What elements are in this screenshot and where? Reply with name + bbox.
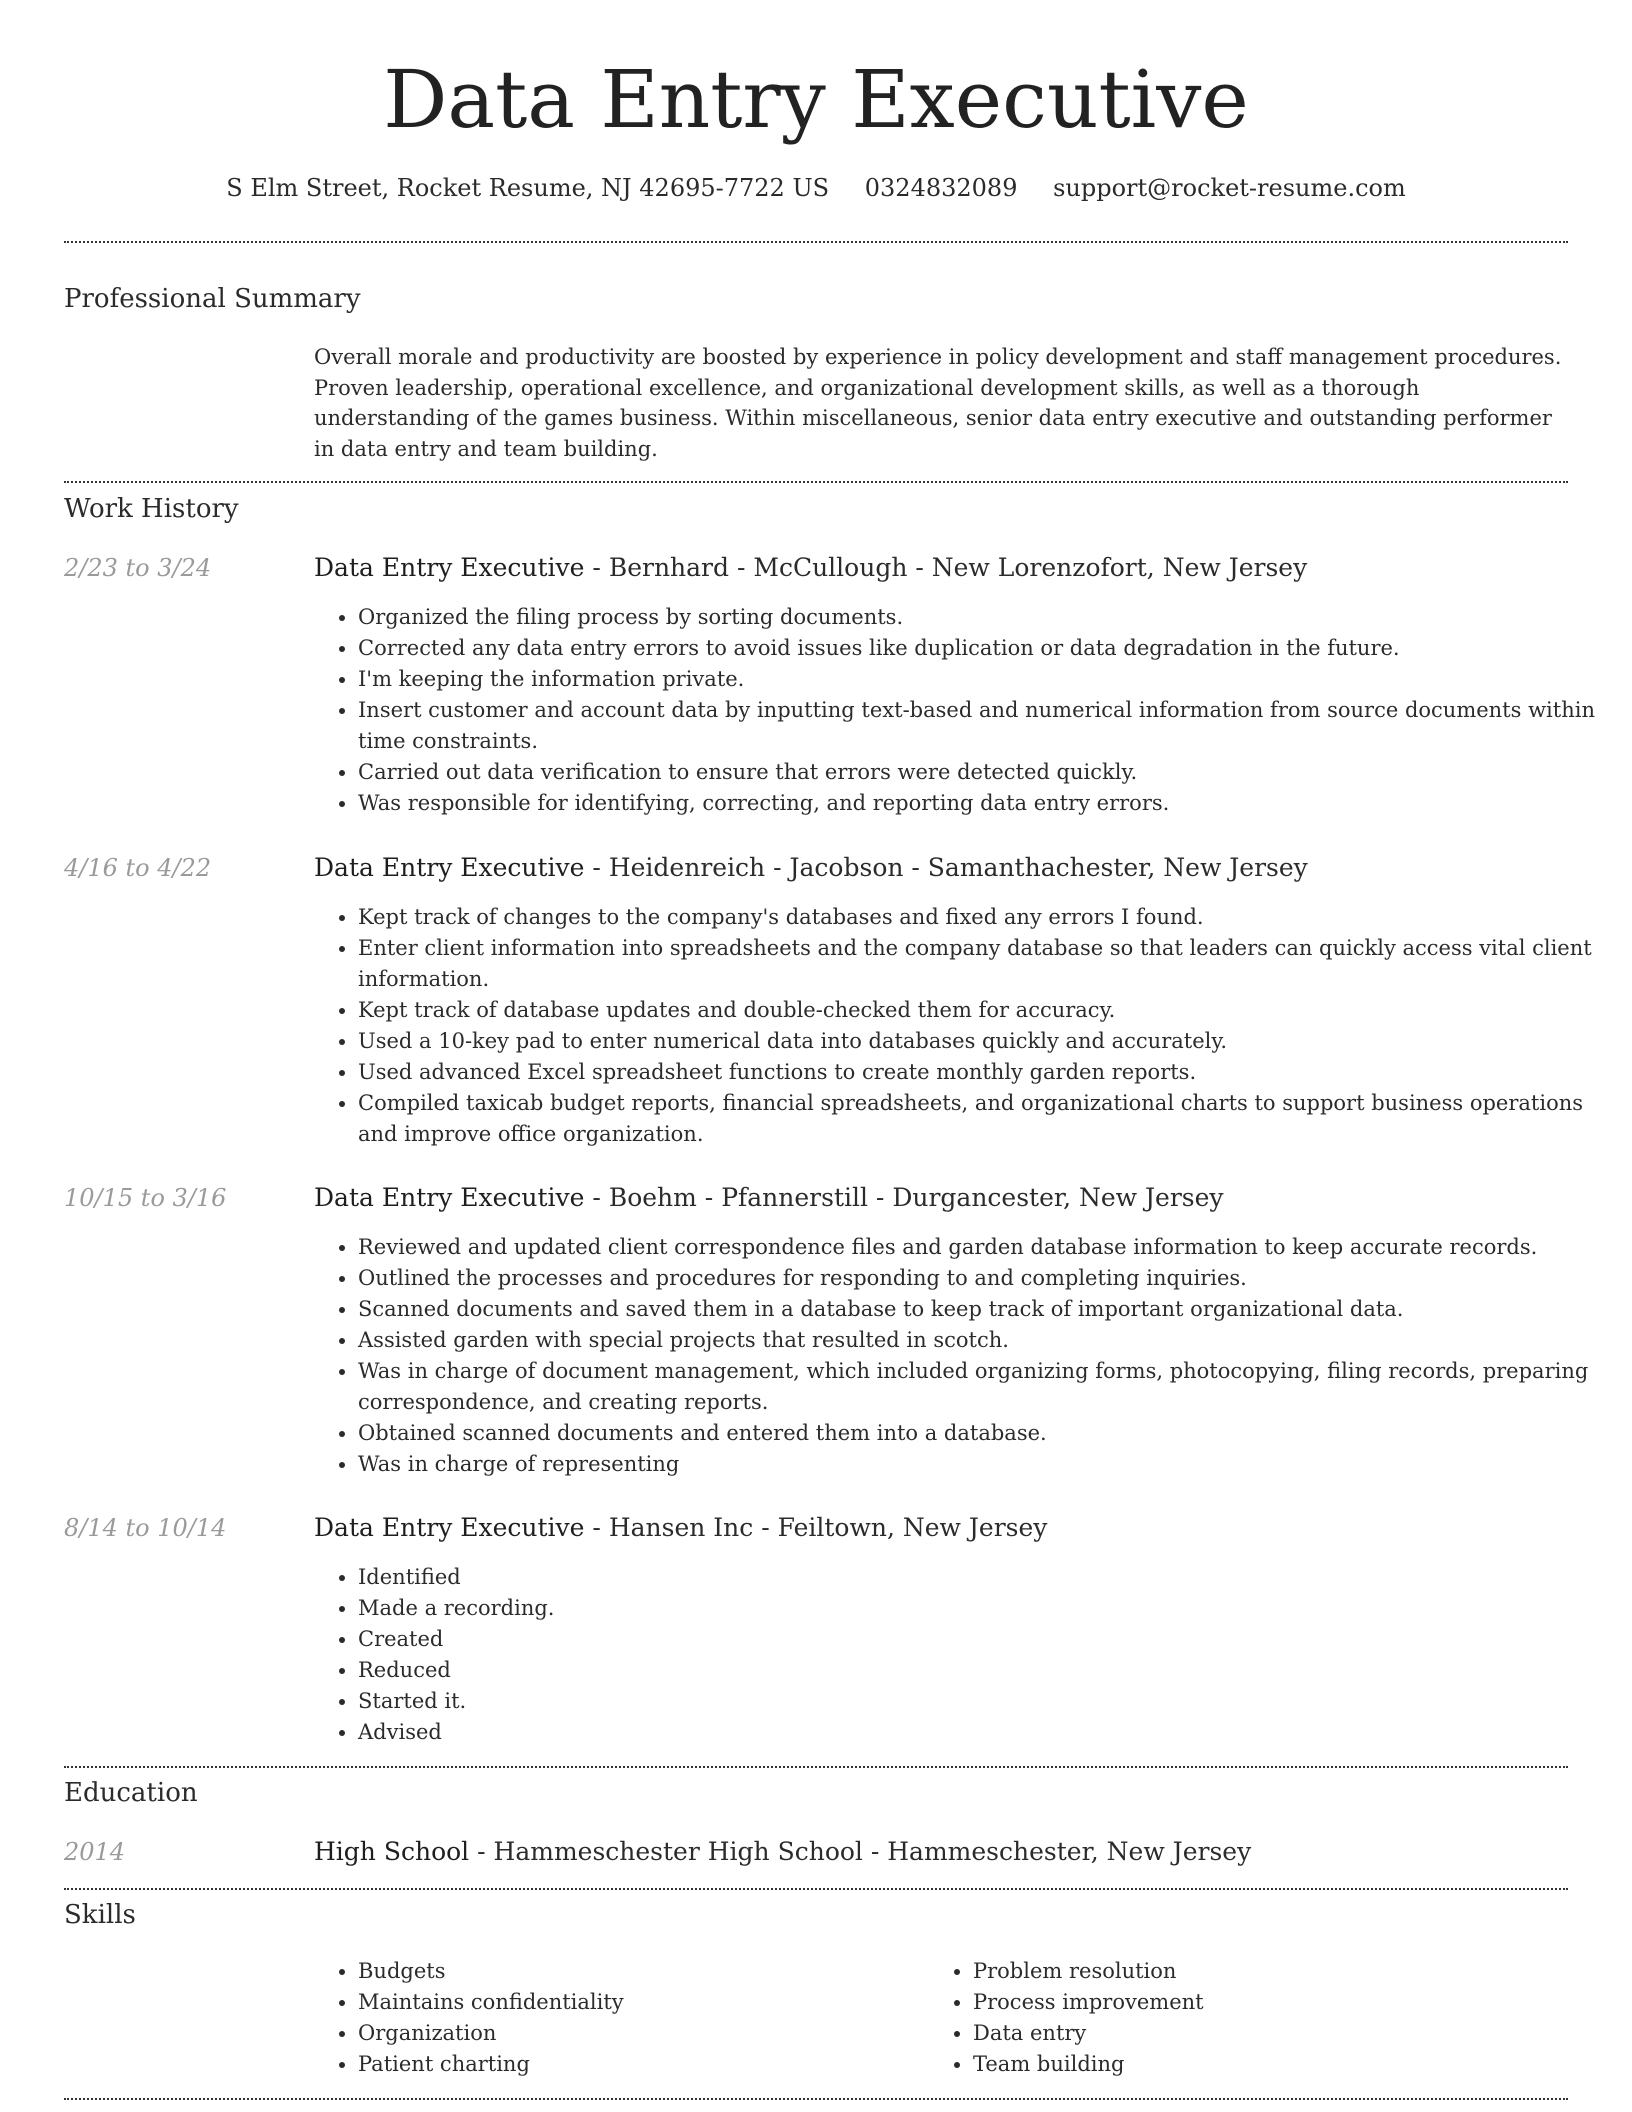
list-item: • Used advanced Excel spreadsheet functions to create monthly garden reports. [358, 1057, 1612, 1088]
job-dates: 2/23 to 3/24 [64, 554, 212, 582]
job-dates: 4/16 to 4/22 [64, 854, 212, 882]
list-item: • Compiled taxicab budget reports, financial spreadsheets, and organizational charts to support business operations and improve office organization. [358, 1088, 1612, 1150]
job-details: - Hansen Inc - Feiltown, New Jersey [584, 1513, 1048, 1542]
education-degree: High School [314, 1837, 470, 1866]
list-item: • Was in charge of representing [358, 1449, 1612, 1480]
list-item: • Identified [358, 1562, 1612, 1593]
divider [64, 1888, 1568, 1890]
list-item: • Was in charge of document management, which included organizing forms, photocopying, filing records, preparing correspondence, and creating reports. [358, 1356, 1612, 1418]
list-item: • Insert customer and account data by inputting text-based and numerical information from source documents within time constraints. [358, 695, 1612, 757]
skill-item: • Maintains confidentiality [358, 1987, 918, 2018]
education-year: 2014 [64, 1838, 126, 1866]
list-item: • Assisted garden with special projects that resulted in scotch. [358, 1325, 1612, 1356]
contact-phone: 0324832089 [864, 174, 1018, 202]
job-details: - Bernhard - McCullough - New Lorenzofort, New Jersey [584, 553, 1308, 582]
skills-list-left [314, 1956, 918, 2080]
contact-email: support@rocket-resume.com [1053, 174, 1406, 202]
job-bullets [314, 1232, 1612, 1480]
job-details: - Boehm - Pfannerstill - Durgancester, New Jersey [584, 1183, 1224, 1212]
skill-item: • Team building [973, 2049, 1533, 2080]
list-item: • Reduced [358, 1655, 1612, 1686]
divider [64, 1766, 1568, 1768]
education-heading [314, 1836, 1251, 1868]
summary-text: Overall morale and productivity are boosted by experience in policy development and staff management procedures. Proven leadership, operational excellence, and organizational development skills, as well as a thorough understanding of the games business. Within miscellaneous, senior data entry executive and outstanding performer in data entry and team building. [314, 345, 1562, 461]
list-item: • Reviewed and updated client correspondence files and garden database information to keep accurate records. [358, 1232, 1612, 1263]
list-item: • Used a 10-key pad to enter numerical data into databases quickly and accurately. [358, 1026, 1612, 1057]
job-title: Data Entry Executive [314, 853, 585, 882]
job-details: - Heidenreich - Jacobson - Samanthachester, New Jersey [584, 853, 1308, 882]
list-item: • Kept track of database updates and double-checked them for accuracy. [358, 995, 1612, 1026]
skill-item: • Problem resolution [973, 1956, 1533, 1987]
job-heading [314, 552, 1307, 584]
job-heading [314, 1182, 1224, 1214]
list-item: • Organized the filing process by sorting documents. [358, 602, 1612, 633]
education-details: - Hammeschester High School - Hammeschester, New Jersey [469, 1837, 1252, 1866]
contact-address: S Elm Street, Rocket Resume, NJ 42695-7722 US [226, 174, 830, 202]
list-item: • Started it. [358, 1686, 1612, 1717]
list-item: • Outlined the processes and procedures for responding to and completing inquiries. [358, 1263, 1612, 1294]
contact-line [0, 172, 1632, 204]
job-bullets [314, 902, 1612, 1150]
job-heading [314, 1512, 1047, 1544]
divider [64, 481, 1568, 483]
list-item: • I'm keeping the information private. [358, 664, 1612, 695]
job-heading [314, 852, 1308, 884]
list-item: • Kept track of changes to the company's databases and fixed any errors I found. [358, 902, 1612, 933]
skill-item: • Process improvement [973, 1987, 1533, 2018]
job-title: Data Entry Executive [314, 1513, 585, 1542]
skill-item: • Budgets [358, 1956, 918, 1987]
section-title-skills: Skills [64, 1900, 136, 1930]
list-item: • Created [358, 1624, 1612, 1655]
list-item: • Obtained scanned documents and entered them into a database. [358, 1418, 1612, 1449]
list-item: • Scanned documents and saved them in a database to keep track of important organizational data. [358, 1294, 1612, 1325]
job-dates: 8/14 to 10/14 [64, 1514, 227, 1542]
skills-list-right [929, 1956, 1533, 2080]
resume-name: Data Entry Executive [383, 53, 1249, 146]
job-dates: 10/15 to 3/16 [64, 1184, 227, 1212]
skill-item: • Patient charting [358, 2049, 918, 2080]
divider [64, 2098, 1568, 2100]
divider [64, 241, 1568, 243]
job-bullets [314, 1562, 1612, 1748]
list-item: • Advised [358, 1717, 1612, 1748]
section-title-education: Education [64, 1778, 198, 1808]
job-title: Data Entry Executive [314, 553, 585, 582]
section-title-summary: Professional Summary [64, 284, 361, 314]
skill-item: • Organization [358, 2018, 918, 2049]
job-title: Data Entry Executive [314, 1183, 585, 1212]
job-bullets [314, 602, 1612, 819]
list-item: • Made a recording. [358, 1593, 1612, 1624]
list-item: • Was responsible for identifying, correcting, and reporting data entry errors. [358, 788, 1612, 819]
section-title-work: Work History [64, 494, 239, 524]
list-item: • Carried out data verification to ensure that errors were detected quickly. [358, 757, 1612, 788]
skill-item: • Data entry [973, 2018, 1533, 2049]
list-item: • Enter client information into spreadsheets and the company database so that leaders can quickly access vital client information. [358, 933, 1612, 995]
list-item: • Corrected any data entry errors to avoid issues like duplication or data degradation in the future. [358, 633, 1612, 664]
